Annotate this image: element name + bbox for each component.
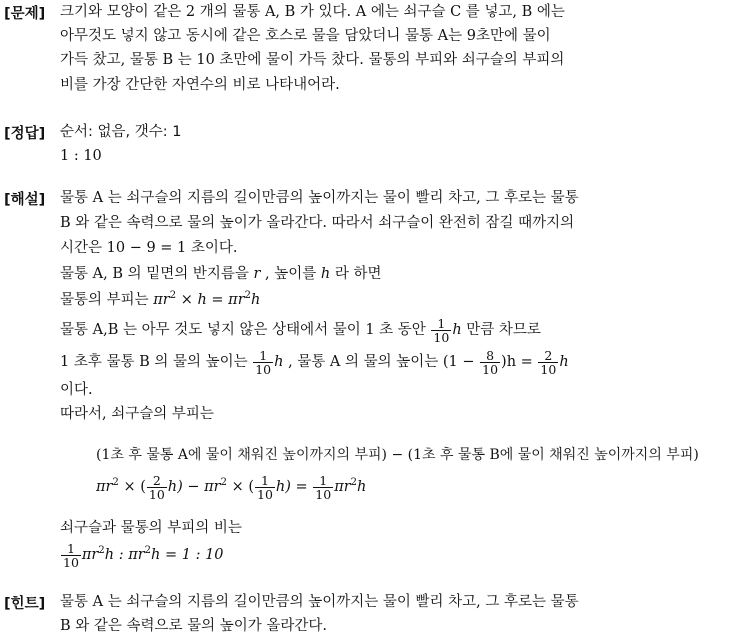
exponent: 2 — [144, 545, 152, 556]
numerator: 1 — [319, 472, 328, 488]
math: h — [357, 479, 367, 495]
explanation-line-7 — [60, 346, 569, 378]
exponent: 2 — [169, 290, 177, 301]
answer-meta: 순서: 없음, 갯수: 1 — [60, 124, 182, 140]
explanation-line-13 — [60, 538, 224, 572]
answer-label: [정답] — [4, 126, 46, 142]
explanation-line-6 — [60, 314, 541, 346]
exponent: 2 — [244, 290, 252, 301]
math-var: h — [320, 266, 331, 282]
denominator: 10 — [540, 361, 557, 377]
explanation-line-1: 물통 A 는 쇠구슬의 지름의 길이만큼의 높이까지는 물이 빨리 차고, 그 후로는 물통 — [60, 190, 579, 206]
fraction — [253, 349, 273, 376]
math: h — [251, 292, 261, 308]
math: πr — [153, 292, 170, 308]
text: , 물통 A 의 물의 높이는 (1 − — [283, 354, 480, 370]
denominator: 10 — [255, 361, 272, 377]
problem-line-4: 비를 가장 간단한 자연수의 비로 나타내어라. — [60, 77, 340, 93]
numerator: 8 — [486, 347, 495, 363]
fraction — [147, 474, 167, 501]
numerator: 1 — [259, 347, 268, 363]
exponent: 2 — [350, 477, 358, 488]
fraction — [480, 349, 500, 376]
explanation-line-11 — [96, 471, 366, 503]
text: , 높이를 — [260, 266, 321, 282]
text: 물통의 부피는 — [60, 292, 154, 308]
exponent: 2 — [112, 477, 119, 488]
math: × ( — [226, 479, 255, 495]
denominator: 10 — [257, 486, 273, 502]
exponent: 2 — [98, 545, 105, 556]
denominator: 10 — [482, 361, 499, 377]
math: h) − πr — [167, 479, 221, 495]
explanation-line-4 — [60, 264, 381, 284]
math: πr — [81, 547, 99, 563]
explanation-line-5 — [60, 290, 260, 310]
hint-line-1: 물통 A 는 쇠구슬의 지름의 길이만큼의 높이까지는 물이 빨리 차고, 그 후로는 물통 — [60, 594, 579, 610]
text: 만큼 차므로 — [461, 322, 541, 338]
exponent: 2 — [220, 477, 227, 488]
numerator: 1 — [437, 315, 446, 331]
denominator: 10 — [148, 486, 165, 502]
fraction — [255, 474, 275, 501]
hint-line-2: B 와 같은 속력으로 물의 높이가 올라간다. — [60, 618, 328, 634]
fraction — [431, 317, 451, 344]
explanation-line-8: 이다. — [60, 382, 93, 398]
fraction — [538, 349, 558, 376]
math-var: h — [452, 322, 462, 338]
text: 1 초후 물통 B 의 물의 높이는 — [60, 354, 253, 370]
explanation-line-3: 시간은 10 − 9 = 1 초이다. — [60, 240, 238, 256]
denominator: 10 — [433, 329, 450, 345]
denominator: 10 — [63, 554, 79, 570]
fraction — [61, 542, 81, 569]
explanation-label: [해설] — [4, 192, 46, 208]
explanation-line-12: 쇠구슬과 물통의 부피의 비는 — [60, 520, 242, 536]
answer-value: 1 : 10 — [60, 148, 102, 164]
fraction — [313, 474, 333, 501]
text: 라 하면 — [330, 266, 382, 282]
math-var: h — [559, 354, 569, 370]
denominator: 10 — [315, 486, 332, 502]
numerator: 1 — [260, 472, 269, 488]
problem-line-2: 아무것도 넣지 않고 동시에 같은 호스로 물을 담았더니 물통 A는 9초만에 물이 — [60, 28, 551, 44]
problem-line-1: 크기와 모양이 같은 2 개의 물통 A, B 가 있다. A 에는 쇠구슬 C 를 넣고, B 에는 — [60, 4, 565, 20]
math: πr — [334, 479, 351, 495]
math: πr — [96, 479, 113, 495]
text: )h = — [501, 354, 538, 370]
math-var: r — [253, 266, 261, 282]
text: 물통 A,B 는 아무 것도 넣지 않은 상태에서 물이 1 초 동안 — [60, 322, 431, 338]
explanation-line-10: (1초 후 물통 A에 물이 채워진 높이까지의 부피) − (1초 후 물통 B에 물이 채워진 높이까지의 부피) — [96, 447, 699, 463]
numerator: 1 — [66, 540, 75, 556]
explanation-line-2: B 와 같은 속력으로 물의 높이가 올라간다. 따라서 쇠구슬이 완전히 잠길 때까지의 — [60, 215, 575, 231]
numerator: 2 — [544, 347, 553, 363]
math: h : πr — [104, 547, 145, 563]
text: 물통 A, B 의 밑면의 반지름을 — [60, 266, 254, 282]
hint-label: [힌트] — [4, 596, 46, 612]
math-var: h — [274, 354, 284, 370]
numerator: 2 — [152, 472, 161, 488]
math: × ( — [118, 479, 146, 495]
problem-line-3: 가득 찼고, 물통 B 는 10 초만에 물이 가득 찼다. 물통의 부피와 쇠구슬의 부피의 — [60, 52, 565, 68]
math: × h = πr — [176, 292, 245, 308]
problem-label: [문제] — [4, 6, 46, 22]
math: h = 1 : 10 — [151, 547, 224, 563]
math: h) = — [275, 479, 313, 495]
explanation-line-9: 따라서, 쇠구슬의 부피는 — [60, 406, 214, 422]
